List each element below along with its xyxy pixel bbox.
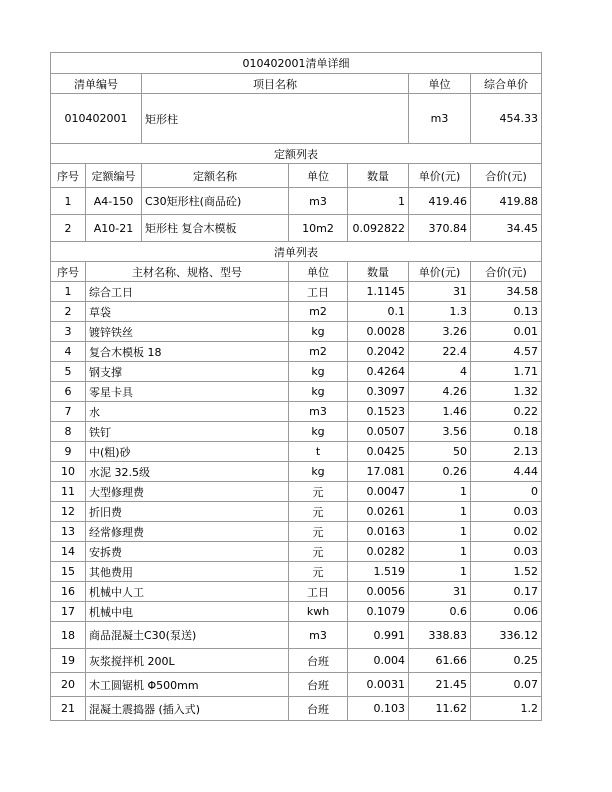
list-cell: 0.991	[348, 622, 409, 649]
list-cell: 元	[289, 522, 348, 542]
list-cell: 0.25	[471, 649, 542, 673]
quota-cell: 1	[51, 188, 86, 215]
list-row	[51, 462, 542, 482]
quota-cell: 370.84	[409, 215, 471, 242]
list-header-row	[51, 262, 542, 282]
list-cell: 综合工日	[86, 282, 289, 302]
list-cell: 1	[409, 482, 471, 502]
list-cell: 1	[409, 522, 471, 542]
quota-header-row	[51, 164, 542, 188]
list-cell: 1.52	[471, 562, 542, 582]
material-name-header: 主材名称、规格、型号	[86, 262, 289, 282]
list-cell: 4	[409, 362, 471, 382]
list-cell: 338.83	[409, 622, 471, 649]
list-cell: 经常修理费	[86, 522, 289, 542]
list-cell: 5	[51, 362, 86, 382]
list-cell: kg	[289, 322, 348, 342]
price-header: 综合单价	[471, 74, 542, 94]
list-cell: 1.46	[409, 402, 471, 422]
list-cell: 钢支撑	[86, 362, 289, 382]
list-cell: 31	[409, 282, 471, 302]
list-cell: 台班	[289, 673, 348, 697]
list-row	[51, 502, 542, 522]
list-cell: 灰浆搅拌机 200L	[86, 649, 289, 673]
quota-cell: 419.88	[471, 188, 542, 215]
total-price-header: 合价(元)	[471, 262, 542, 282]
list-row	[51, 522, 542, 542]
list-cell: 336.12	[471, 622, 542, 649]
list-cell: 1	[409, 502, 471, 522]
list-cell: 草袋	[86, 302, 289, 322]
list-cell: 12	[51, 502, 86, 522]
quota-cell: 1	[348, 188, 409, 215]
list-cell: 0.13	[471, 302, 542, 322]
unit-header: 单位	[409, 74, 471, 94]
list-row	[51, 442, 542, 462]
list-row	[51, 542, 542, 562]
list-cell: 元	[289, 542, 348, 562]
list-cell: 0.2042	[348, 342, 409, 362]
list-cell: 台班	[289, 697, 348, 721]
list-cell: t	[289, 442, 348, 462]
list-cell: 1.2	[471, 697, 542, 721]
list-cell: 16	[51, 582, 86, 602]
quota-cell: 419.46	[409, 188, 471, 215]
list-cell: 11	[51, 482, 86, 502]
list-cell: 中(粗)砂	[86, 442, 289, 462]
list-cell: 水	[86, 402, 289, 422]
list-cell: 22.4	[409, 342, 471, 362]
list-cell: 1.32	[471, 382, 542, 402]
list-row	[51, 302, 542, 322]
list-row	[51, 562, 542, 582]
list-cell: 2.13	[471, 442, 542, 462]
list-row	[51, 622, 542, 649]
list-cell: 0.03	[471, 542, 542, 562]
code-header: 清单编号	[51, 74, 142, 94]
list-cell: m3	[289, 402, 348, 422]
list-cell: 大型修理费	[86, 482, 289, 502]
list-cell: 0.0056	[348, 582, 409, 602]
list-cell: 机械中电	[86, 602, 289, 622]
list-cell: 0.01	[471, 322, 542, 342]
list-cell: 17	[51, 602, 86, 622]
list-cell: 0.1	[348, 302, 409, 322]
list-cell: 0.3097	[348, 382, 409, 402]
list-cell: 8	[51, 422, 86, 442]
list-cell: 其他费用	[86, 562, 289, 582]
list-cell: 镀锌铁丝	[86, 322, 289, 342]
seq-header: 序号	[51, 262, 86, 282]
list-cell: 机械中人工	[86, 582, 289, 602]
quota-section-title: 定额列表	[51, 144, 542, 164]
list-cell: 0.0282	[348, 542, 409, 562]
list-row	[51, 482, 542, 502]
quota-cell: C30矩形柱(商品砼)	[142, 188, 289, 215]
quota-cell: 2	[51, 215, 86, 242]
list-cell: 1	[51, 282, 86, 302]
list-cell: kwh	[289, 602, 348, 622]
list-cell: kg	[289, 362, 348, 382]
list-cell: 元	[289, 502, 348, 522]
list-cell: 0.0163	[348, 522, 409, 542]
list-cell: 13	[51, 522, 86, 542]
list-cell: 0.0047	[348, 482, 409, 502]
quota-row	[51, 188, 542, 215]
list-cell: 复合木模板 18	[86, 342, 289, 362]
list-cell: 0.06	[471, 602, 542, 622]
list-cell: 0.17	[471, 582, 542, 602]
list-cell: m3	[289, 622, 348, 649]
unit-header: 单位	[289, 164, 348, 188]
list-cell: 1.71	[471, 362, 542, 382]
list-cell: kg	[289, 382, 348, 402]
total-price-header: 合价(元)	[471, 164, 542, 188]
list-cell: 21	[51, 697, 86, 721]
detail-table	[50, 52, 542, 721]
list-row	[51, 342, 542, 362]
list-cell: 0	[471, 482, 542, 502]
list-cell: 4.26	[409, 382, 471, 402]
quota-cell: A10-21	[86, 215, 142, 242]
list-cell: 11.62	[409, 697, 471, 721]
quota-cell: 34.45	[471, 215, 542, 242]
unit-header: 单位	[289, 262, 348, 282]
list-cell: 折旧费	[86, 502, 289, 522]
list-cell: 4	[51, 342, 86, 362]
list-cell: 0.02	[471, 522, 542, 542]
list-cell: 7	[51, 402, 86, 422]
list-cell: 元	[289, 562, 348, 582]
list-cell: 10	[51, 462, 86, 482]
list-cell: kg	[289, 462, 348, 482]
qty-header: 数量	[348, 262, 409, 282]
list-cell: 0.22	[471, 402, 542, 422]
list-cell: 0.18	[471, 422, 542, 442]
list-cell: 0.6	[409, 602, 471, 622]
list-cell: 3.26	[409, 322, 471, 342]
list-cell: 混凝土震捣器 (插入式)	[86, 697, 289, 721]
list-cell: 0.26	[409, 462, 471, 482]
list-cell: 0.004	[348, 649, 409, 673]
list-cell: 14	[51, 542, 86, 562]
list-section-title: 清单列表	[51, 242, 542, 262]
list-cell: 零星卡具	[86, 382, 289, 402]
list-cell: 0.0507	[348, 422, 409, 442]
list-row	[51, 402, 542, 422]
list-cell: 50	[409, 442, 471, 462]
list-cell: 3	[51, 322, 86, 342]
list-cell: 商品混凝土C30(泵送)	[86, 622, 289, 649]
list-cell: 0.4264	[348, 362, 409, 382]
list-row	[51, 282, 542, 302]
list-row	[51, 382, 542, 402]
item-name: 矩形柱	[142, 94, 409, 144]
list-cell: 1.519	[348, 562, 409, 582]
list-cell: 0.07	[471, 673, 542, 697]
list-cell: 21.45	[409, 673, 471, 697]
list-cell: 0.0031	[348, 673, 409, 697]
list-cell: 水泥 32.5级	[86, 462, 289, 482]
list-cell: 0.0261	[348, 502, 409, 522]
list-cell: 4.57	[471, 342, 542, 362]
list-cell: 1	[409, 542, 471, 562]
list-cell: 61.66	[409, 649, 471, 673]
list-cell: 1.1145	[348, 282, 409, 302]
list-row	[51, 673, 542, 697]
list-cell: 0.1523	[348, 402, 409, 422]
list-row	[51, 697, 542, 721]
list-cell: 19	[51, 649, 86, 673]
list-cell: 6	[51, 382, 86, 402]
list-cell: 台班	[289, 649, 348, 673]
list-cell: 17.081	[348, 462, 409, 482]
item-price: 454.33	[471, 94, 542, 144]
list-cell: 0.103	[348, 697, 409, 721]
list-row	[51, 422, 542, 442]
list-cell: 2	[51, 302, 86, 322]
list-cell: 木工圆锯机 Φ500mm	[86, 673, 289, 697]
list-row	[51, 602, 542, 622]
list-cell: 4.44	[471, 462, 542, 482]
unit-price-header: 单价(元)	[409, 164, 471, 188]
quota-row	[51, 215, 542, 242]
list-cell: 铁钉	[86, 422, 289, 442]
item-code: 010402001	[51, 94, 142, 144]
list-cell: 1.3	[409, 302, 471, 322]
quota-cell: A4-150	[86, 188, 142, 215]
list-cell: 安拆费	[86, 542, 289, 562]
list-cell: 0.03	[471, 502, 542, 522]
quota-cell: 10m2	[289, 215, 348, 242]
item-unit: m3	[409, 94, 471, 144]
list-cell: 3.56	[409, 422, 471, 442]
list-cell: 0.0028	[348, 322, 409, 342]
list-cell: 34.58	[471, 282, 542, 302]
list-row	[51, 362, 542, 382]
quota-cell: 矩形柱 复合木模板	[142, 215, 289, 242]
quota-cell: m3	[289, 188, 348, 215]
list-cell: 31	[409, 582, 471, 602]
list-cell: 工日	[289, 282, 348, 302]
quota-name-header: 定额名称	[142, 164, 289, 188]
list-cell: m2	[289, 342, 348, 362]
list-cell: 元	[289, 482, 348, 502]
seq-header: 序号	[51, 164, 86, 188]
list-cell: 9	[51, 442, 86, 462]
list-cell: 18	[51, 622, 86, 649]
list-cell: 1	[409, 562, 471, 582]
list-cell: 工日	[289, 582, 348, 602]
list-cell: kg	[289, 422, 348, 442]
list-cell: 20	[51, 673, 86, 697]
unit-price-header: 单价(元)	[409, 262, 471, 282]
qty-header: 数量	[348, 164, 409, 188]
list-row	[51, 582, 542, 602]
list-cell: 15	[51, 562, 86, 582]
list-cell: m2	[289, 302, 348, 322]
name-header: 项目名称	[142, 74, 409, 94]
quota-code-header: 定额编号	[86, 164, 142, 188]
list-row	[51, 322, 542, 342]
list-cell: 0.1079	[348, 602, 409, 622]
quota-cell: 0.092822	[348, 215, 409, 242]
list-row	[51, 649, 542, 673]
table-title: 010402001清单详细	[51, 53, 542, 74]
list-cell: 0.0425	[348, 442, 409, 462]
